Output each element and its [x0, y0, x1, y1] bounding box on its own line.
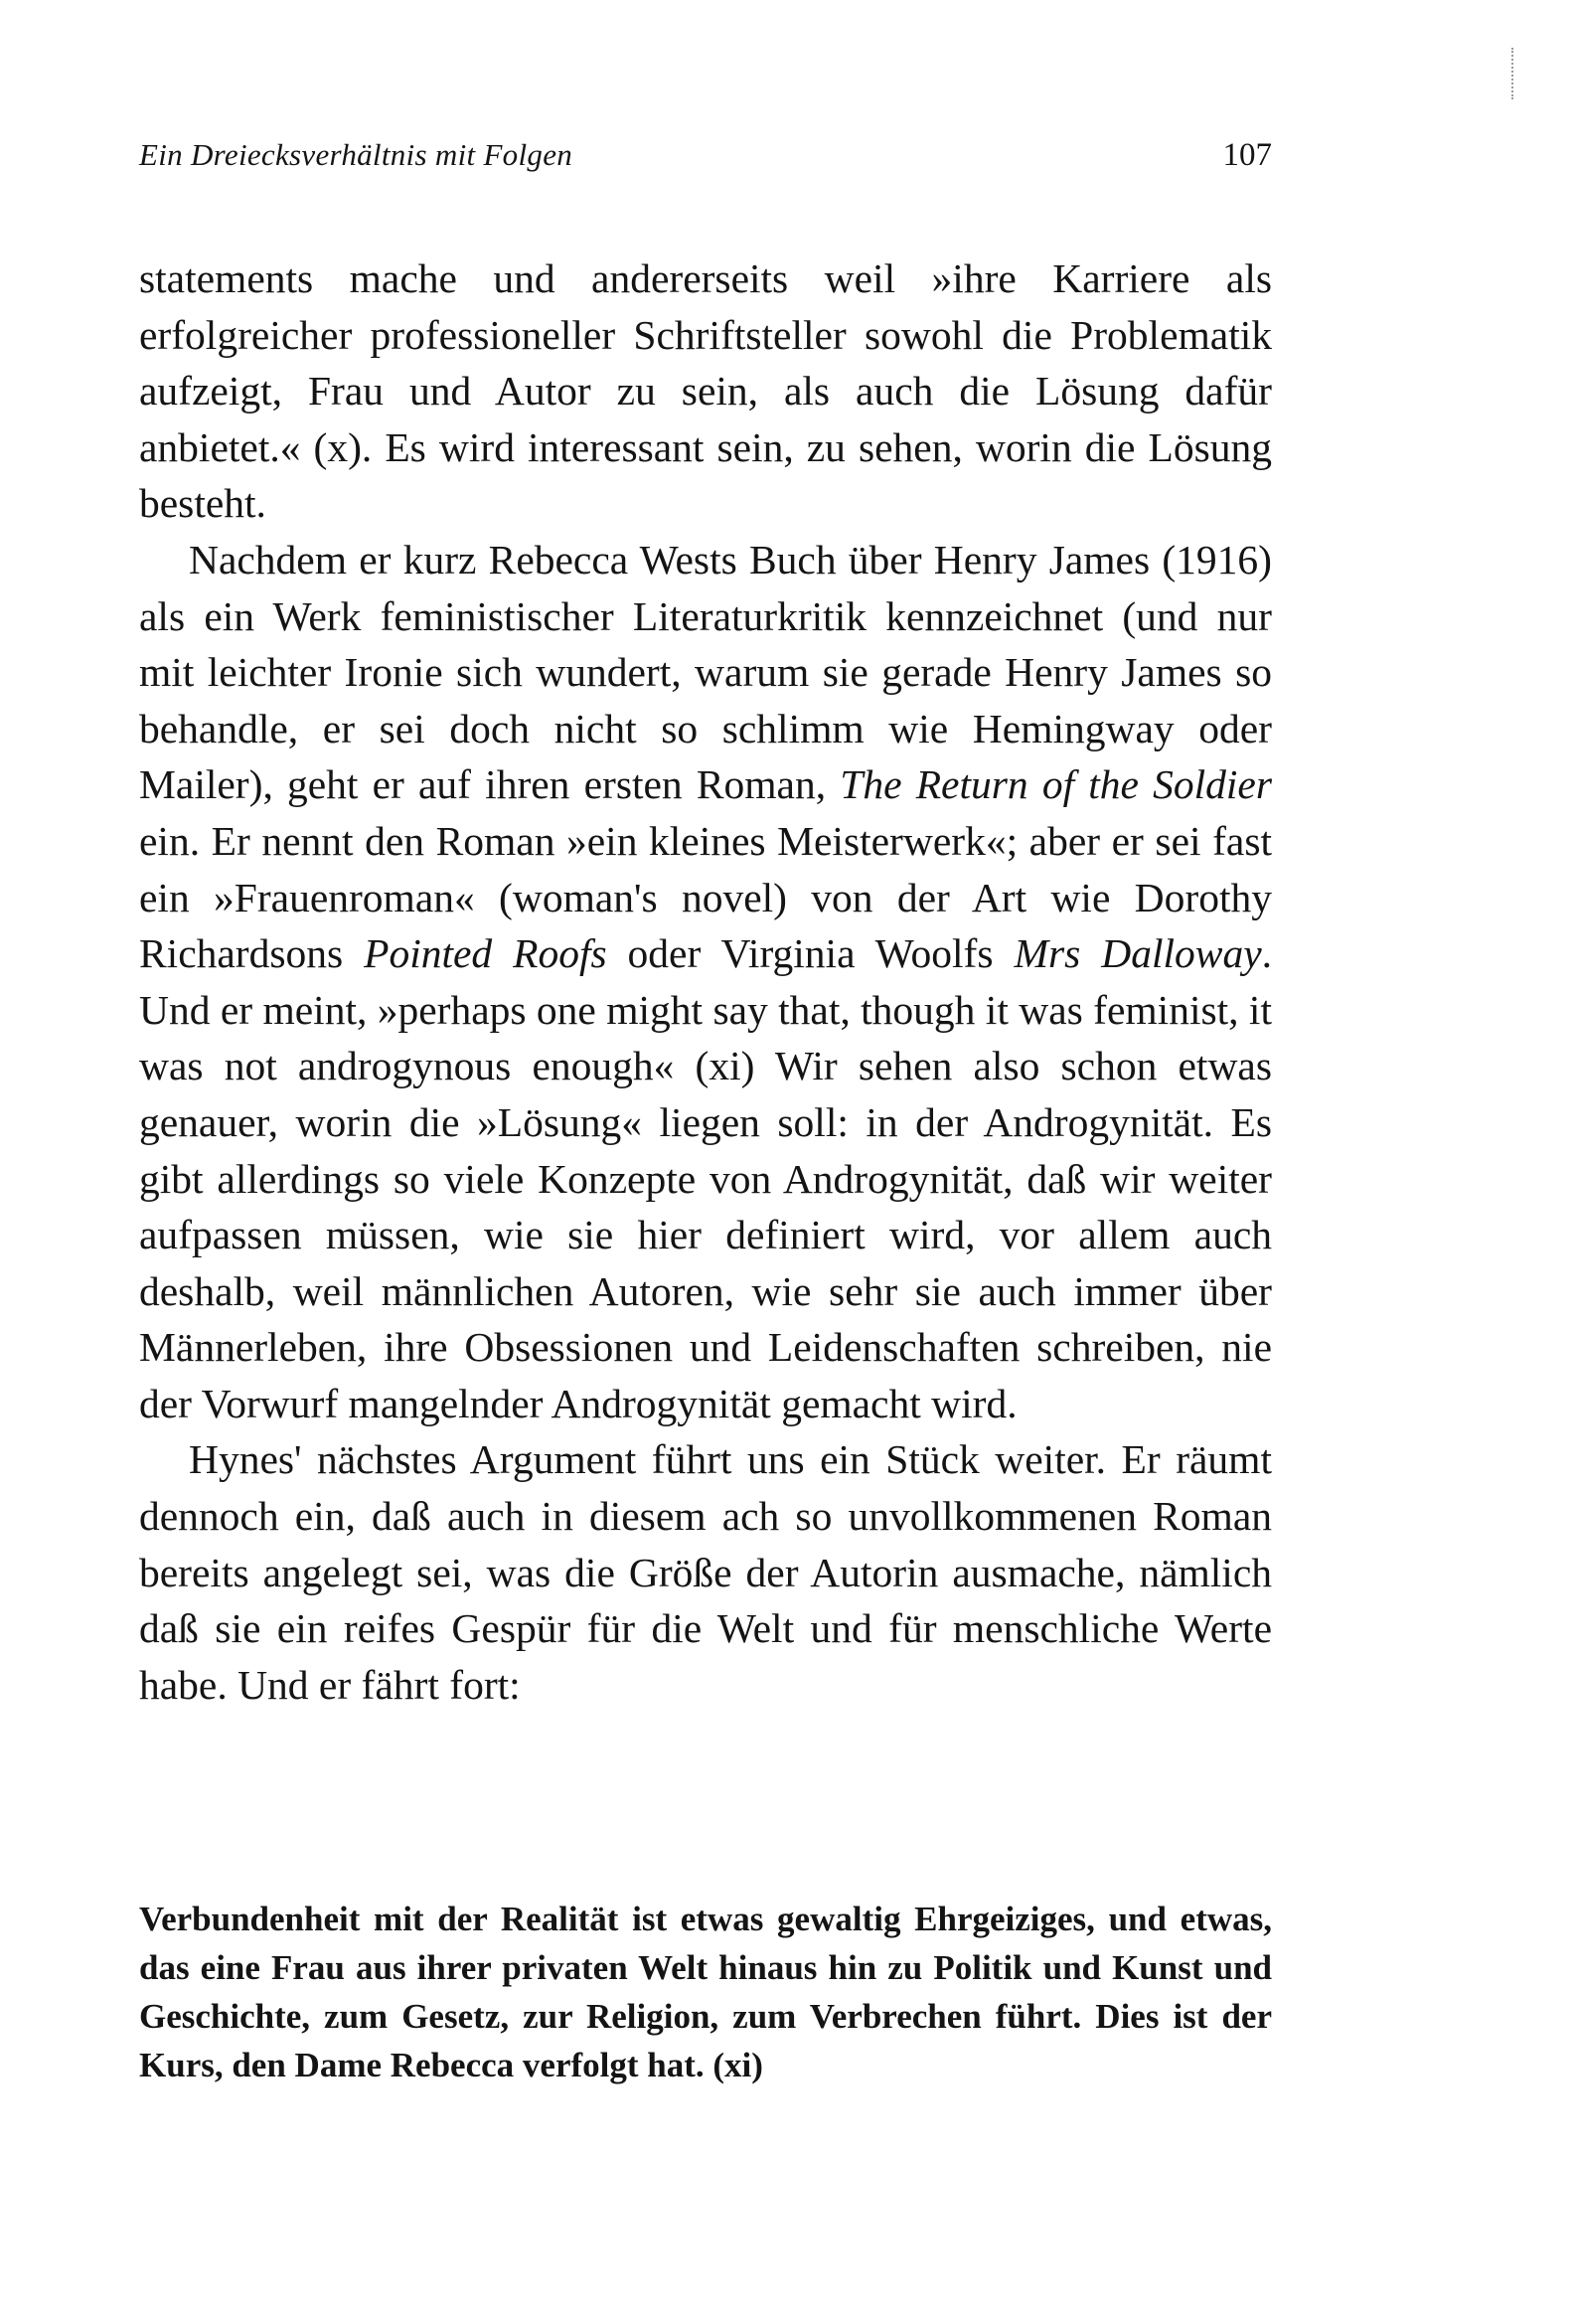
italic-title: Pointed Roofs	[364, 930, 607, 977]
text-run: oder Virginia Woolfs	[606, 930, 1015, 977]
scan-margin-mark	[1511, 48, 1515, 99]
text-run: ein. Er nennt den Roman »ein kleines Meisterwerk«; aber er sei fast ein »Frauenroman« (woman's novel) von der Art wie Dorothy Richardsons	[139, 817, 1272, 977]
italic-title: Mrs Dalloway	[1014, 930, 1262, 977]
paragraph	[139, 532, 1272, 1432]
text-run: statements mache und andererseits weil »ihre Karriere als erfolgreicher professioneller Schriftsteller sowohl die Problematik aufzeigt, Frau und Autor zu sein, als auch die Lösung dafür anbietet.« (x). Es wird interessant sein, zu sehen, worin die Lösung besteht.	[139, 255, 1272, 527]
running-header	[139, 137, 1272, 187]
page-number: 107	[1222, 137, 1272, 173]
text-run: . Und er meint, »perhaps one might say that, though it was feminist, it was not androgynous enough« (xi) Wir sehen also schon etwas genauer, worin die »Lösung« liegen soll: in der Androgynität. Es gibt allerdings so viele Konzepte von Androgynität, daß wir weiter aufpassen müssen, wie sie hier definiert wird, vor allem auch deshalb, weil männlichen Autoren, wie sehr sie auch immer über Männerleben, ihre Obsessionen und Leidenschaften schreiben, nie der Vorwurf mangelnder Androgynität gemacht wird.	[139, 930, 1272, 1426]
body-text	[139, 250, 1272, 1713]
block-quote-text: Verbundenheit mit der Realität ist etwas gewaltig Ehrgeiziges, und etwas, das eine Frau aus ihrer privaten Welt hinaus hin zu Politik und Kunst und Geschichte, zum Gesetz, zur Religion, zum Verbrechen führt. Dies ist der Kurs, den Dame Rebecca verfolgt hat. (xi)	[139, 1900, 1272, 2084]
paragraph	[139, 1431, 1272, 1713]
running-title: Ein Dreiecksverhältnis mit Folgen	[139, 137, 573, 172]
text-run: Hynes' nächstes Argument führt uns ein Stück weiter. Er räumt dennoch ein, daß auch in diesem ach so unvollkommenen Roman bereits angelegt sei, was die Größe der Autorin ausmache, nämlich daß sie ein reifes Gespür für die Welt und für menschliche Werte habe. Und er fährt fort:	[139, 1436, 1272, 1708]
block-quote	[139, 1895, 1272, 2089]
italic-title: The Return of the Soldier	[840, 761, 1273, 808]
paragraph	[139, 250, 1272, 532]
text-run: Nachdem er kurz Rebecca Wests Buch über Henry James (1916) als ein Werk feministischer Literaturkritik kennzeichnet (und nur mit leichter Ironie sich wundert, warum sie gerade Henry James so behandle, er sei doch nicht so schlimm wie Hemingway oder Mailer), geht er auf ihren ersten Roman,	[139, 536, 1272, 808]
